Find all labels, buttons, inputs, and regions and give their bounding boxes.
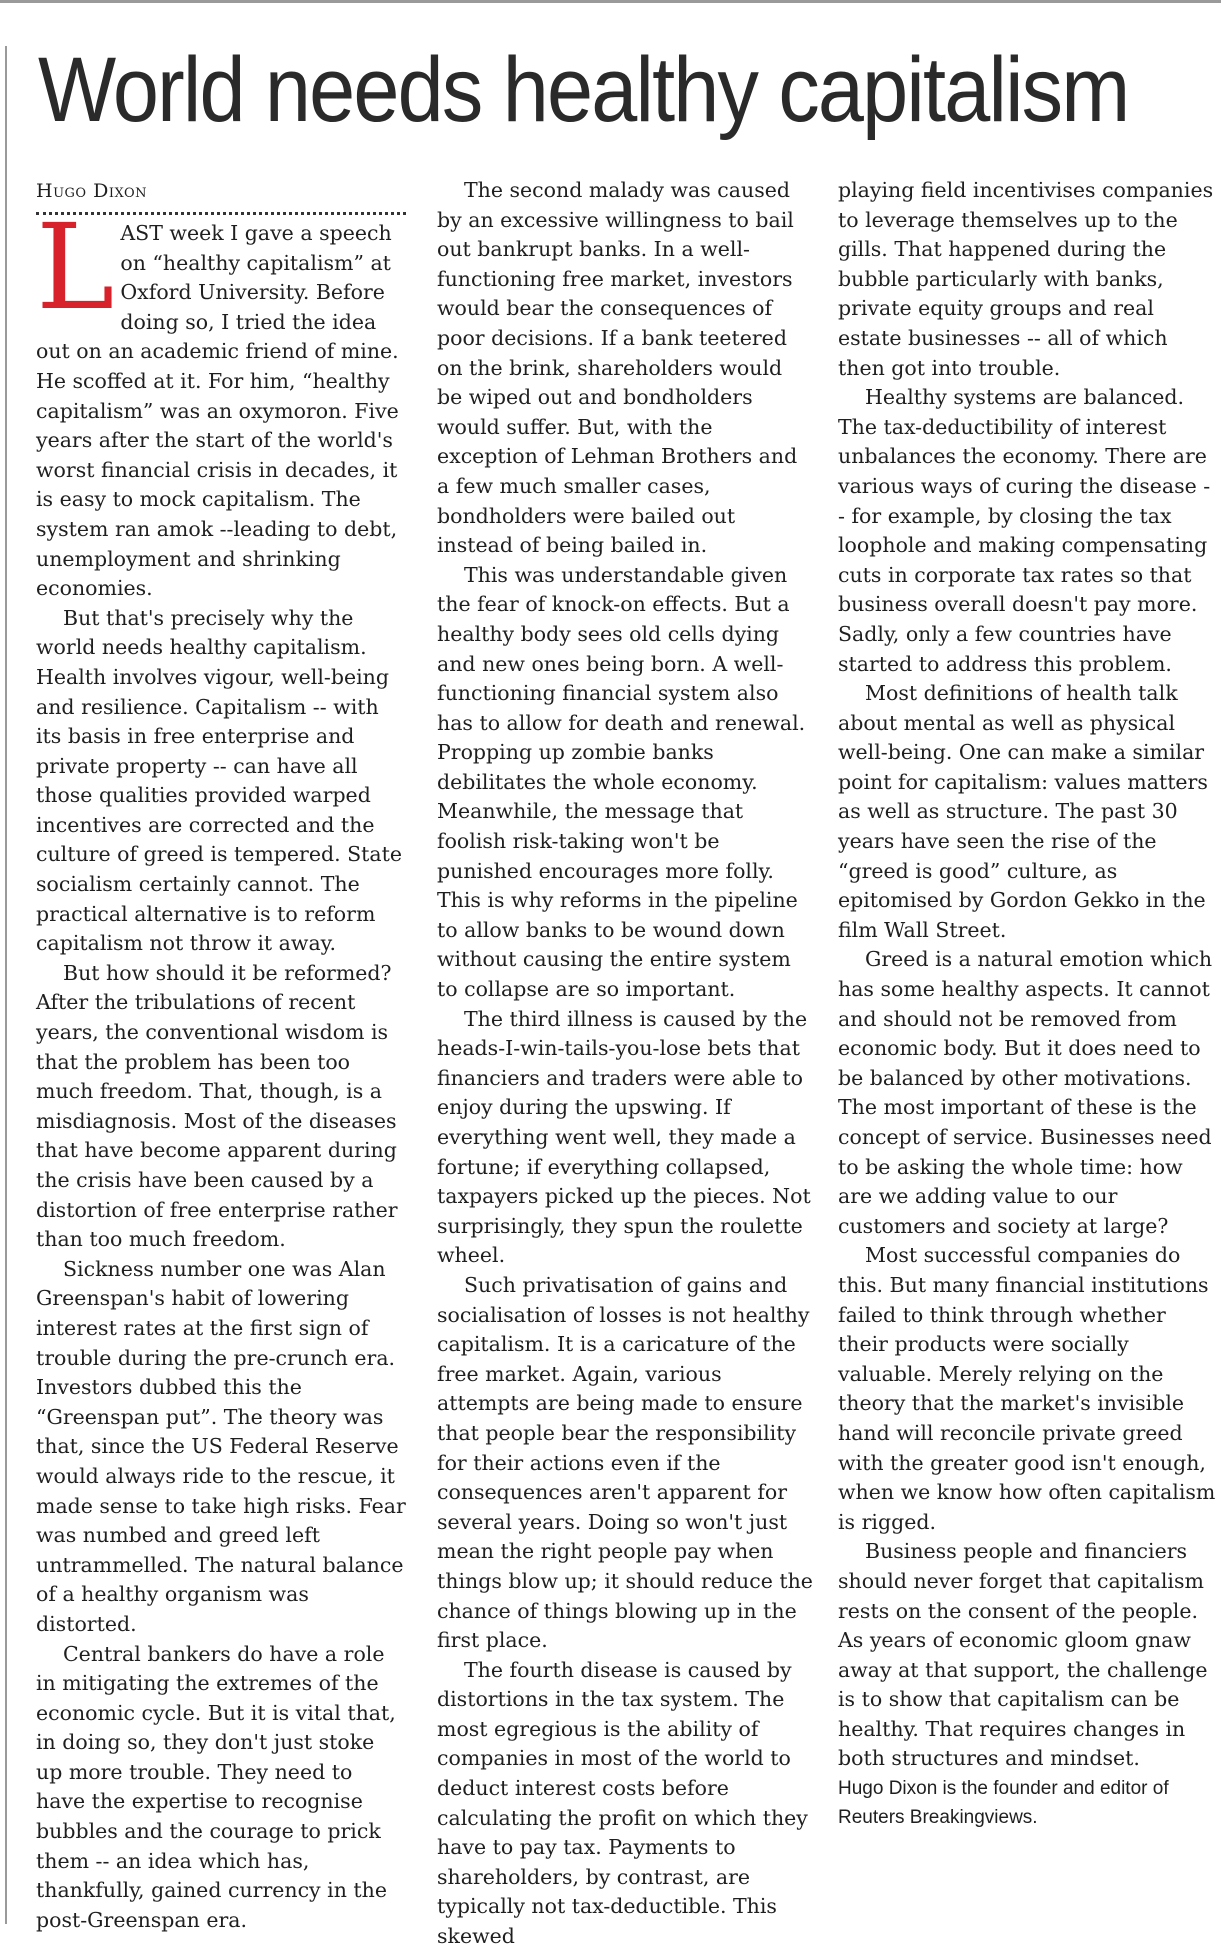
byline-name: Hugo Dixon (36, 180, 148, 202)
paragraph (36, 198, 406, 604)
paragraph: This was understandable given the fear of knock-on effects. But a healthy body sees old cells dying and new ones being born. A well-functioning financial system also has to allow for death and renewal. Propping up zombie banks debilitates the whole economy. Meanwhile, the message that foolish risk-taking won't be punished encourages more folly. This is why reforms in the pipeline to allow banks to be wound down without causing the entire system to collapse are so important. (437, 562, 806, 1002)
left-rule (5, 46, 7, 1924)
paragraph: Healthy systems are balanced. The tax-deductibility of interest unbalances the economy. There are various ways of curing the disease -- for example, by closing the tax loophole and making compensating cuts in corporate tax rates so that business overall doesn't pay more. Sadly, only a few countries have started to address this problem. (838, 385, 1211, 676)
paragraph-text: AST week I gave a speech on “healthy capitalism” at Oxford University. Before doing so, I tried the idea out on an academic friend of mine. He scoffed at it. For him, “healthy capitalism” was an oxymoron. Five years after the start of the world's worst financial crisis in decades, it is easy to mock capitalism. The system ran amok --leading to debt, unemployment and shrinking economies. (36, 221, 399, 601)
paragraph: Business people and financiers should never forget that capitalism rests on the consent of the people. As years of economic gloom gnaw away at that support, the challenge is to show that capitalism can be healthy. That requires changes in both structures and mindset. (838, 1539, 1208, 1771)
paragraph: But that's precisely why the world needs healthy capitalism. Health involves vigour, well-being and resilience. Capitalism -- with its basis in free enterprise and private property -- can have all those qualities provided warped incentives are corrected and the culture of greed is tempered. State socialism certainly cannot. The practical alternative is to reform capitalism not throw it away. (36, 605, 403, 956)
column-1 (36, 176, 406, 1935)
paragraph: Most successful companies do this. But many financial institutions failed to think through whether their products were socially valuable. Merely relying on the theory that the market's invisible hand will reconcile private greed with the greater good isn't enough, when we know how often capitalism is rigged. (838, 1243, 1216, 1534)
paragraph: The second malady was caused by an excessive willingness to bail out bankrupt banks. In a well-functioning free market, investors would bear the consequences of poor decisions. If a bank teetered on the brink, shareholders would be wiped out and bondholders would suffer. But, with the exception of Lehman Brothers and a few much smaller cases, bondholders were bailed out instead of being bailed in. (437, 178, 798, 558)
paragraph: The fourth disease is caused by distortions in the tax system. The most egregious is the ability of companies in most of the world to deduct interest costs before calculating the profit on which they have to pay tax. Payments to shareholders, by contrast, are typically not tax-deductible. This skewed (437, 1657, 808, 1949)
column-2 (437, 176, 813, 1952)
paragraph: playing field incentivises companies to leverage themselves up to the gills. That happened during the bubble particularly with banks, private equity groups and real estate businesses -- all of which then got into trouble. (838, 178, 1214, 380)
paragraph: The third illness is caused by the heads-I-win-tails-you-lose bets that financiers and traders were able to enjoy during the upswing. If everything went well, they made a fortune; if everything collapsed, taxpayers picked up the pieces. Not surprisingly, they spun the roulette wheel. (437, 1006, 811, 1268)
paragraph: Greed is a natural emotion which has some healthy aspects. It cannot and should not be removed from economic body. But it does need to be balanced by other motivations. The most important of these is the concept of service. Businesses need to be asking the whole time: how are we adding value to our customers and society at large? (838, 947, 1213, 1238)
column-3 (838, 176, 1216, 1832)
author-footnote: Hugo Dixon is the founder and editor of Reuters Breakingviews. (838, 1778, 1169, 1829)
paragraph: Central bankers do have a role in mitigating the extremes of the economic cycle. But it is vital that, in doing so, they don't just stoke up more trouble. They need to have the expertise to recognise bubbles and the courage to prick them -- an idea which has, thankfully, gained currency in the post-Greenspan era. (36, 1641, 396, 1932)
drop-cap: L (36, 198, 115, 336)
top-rule (0, 0, 1221, 3)
paragraph: Sickness number one was Alan Greenspan's habit of lowering interest rates at the first sign of trouble during the pre-crunch era. Investors dubbed this the “Greenspan put”. The theory was that, since the US Federal Reserve would always ride to the rescue, it made sense to take high risks. Fear was numbed and greed left untrammelled. The natural balance of a healthy organism was distorted. (36, 1256, 406, 1636)
paragraph: Such privatisation of gains and socialisation of losses is not healthy capitalism. It is a caricature of the free market. Again, various attempts are being made to ensure that people bear the responsibility for their actions even if the consequences aren't apparent for several years. Doing so won't just mean the right people pay when things blow up; it should reduce the chance of things blowing up in the first place. (437, 1272, 813, 1653)
paragraph: But how should it be reformed? After the tribulations of recent years, the conventional wisdom is that the problem has been too much freedom. That, though, is a misdiagnosis. Most of the diseases that have become apparent during the crisis have been caused by a distortion of free enterprise rather than too much freedom. (36, 960, 398, 1252)
paragraph: Most definitions of health talk about mental as well as physical well-being. One can make a similar point for capitalism: values matters as well as structure. The past 30 years have seen the rise of the “greed is good” culture, as epitomised by Gordon Gekko in the film Wall Street. (838, 681, 1208, 942)
headline: World needs healthy capitalism (38, 39, 1129, 141)
